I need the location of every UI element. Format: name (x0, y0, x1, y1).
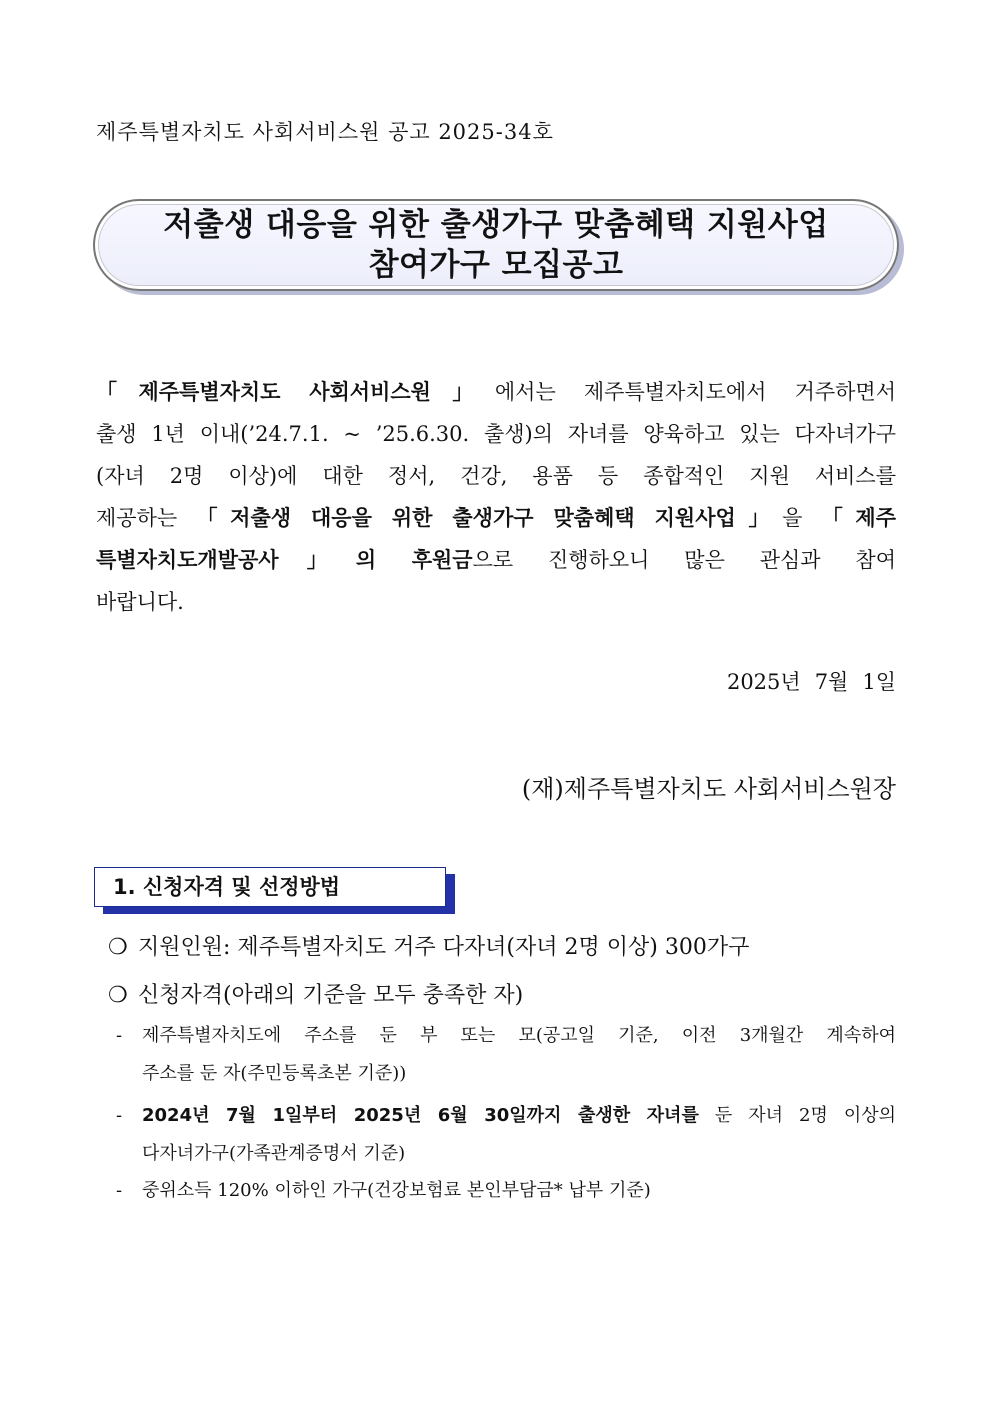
intro-line-4 (96, 497, 896, 539)
date-year: 2025년 (726, 670, 801, 694)
issuing-organization: (재)제주특별자치도 사회서비스원장 (521, 775, 896, 803)
criterion-children-line-2: 다자녀가구(가족관계증명서 기준) (142, 1143, 406, 1164)
intro-line-3: (자녀 2명 이상)에 대한 정서, 건강, 용품 등 종합적인 지원 서비스를 (96, 464, 896, 488)
intro-line-4-text-a: 제공하는 (96, 506, 197, 530)
bullet-eligibility (108, 978, 523, 1009)
document-title-box (93, 199, 899, 291)
intro-line-2: 출생 1년 이내(’24.7.1. ~ ’25.6.30. 출생)의 자녀를 양육하고 있는 다자녀가구 (96, 422, 896, 446)
criterion-children-rest: 둔 자녀 2명 이상의 (698, 1105, 897, 1126)
intro-program-name: 「저출생 대응을 위한 출생가구 맞춤혜택 지원사업」 (196, 506, 783, 530)
intro-line-1-text: 에서는 제주특별자치도에서 거주하면서 (494, 380, 896, 404)
criterion-residence-line-1 (116, 1017, 896, 1055)
criterion-children-bold: 2024년 7월 1일부터 2025년 6월 30일까지 출생한 자녀를 (142, 1105, 699, 1126)
circle-bullet-icon: ❍ (108, 935, 128, 960)
title-line-1: 저출생 대응을 위한 출생가구 맞춤혜택 지원사업 (163, 207, 829, 243)
bullet-support-quota (108, 930, 749, 961)
criterion-children-line-1 (116, 1097, 896, 1135)
circle-bullet-icon: ❍ (108, 983, 128, 1008)
intro-sponsor-name-b: 특별자치도개발공사」의 후원금 (96, 548, 473, 572)
intro-line-5-text: 으로 진행하오니 많은 관심과 참여 (472, 548, 896, 572)
bullet-support-quota-text: 지원인원: 제주특별자치도 거주 다자녀(자녀 2명 이상) 300가구 (138, 935, 750, 960)
criterion-residence (116, 1017, 896, 1093)
intro-paragraph (96, 371, 896, 623)
intro-line-6: 바랍니다. (96, 590, 184, 614)
section-1-heading: 1. 신청자격 및 선정방법 (94, 867, 446, 907)
criterion-residence-text-1: 제주특별자치도에 주소를 둔 부 또는 모(공고일 기준, 이전 3개월간 계속하여 (142, 1025, 896, 1046)
dash-marker: - (116, 1180, 123, 1201)
notice-date (727, 666, 896, 696)
bullet-eligibility-text: 신청자격(아래의 기준을 모두 충족한 자) (138, 983, 524, 1008)
dash-marker: - (116, 1105, 123, 1126)
title-line-2: 참여가구 모집공고 (368, 247, 624, 283)
intro-org-name: 「제주특별자치도 사회서비스원」 (96, 380, 495, 404)
criterion-children (116, 1097, 896, 1173)
date-day: 1일 (862, 670, 896, 694)
intro-line-1 (96, 371, 896, 413)
criterion-residence-line-2: 주소를 둔 자(주민등록초본 기준)) (142, 1063, 407, 1084)
date-month: 7월 (814, 670, 849, 694)
intro-line-5 (96, 539, 896, 581)
criterion-income (116, 1172, 896, 1210)
dash-marker: - (116, 1025, 123, 1046)
intro-line-4-text-b: 을 (782, 506, 822, 530)
notice-number: 제주특별자치도 사회서비스원 공고 2025-34호 (96, 120, 554, 144)
criterion-income-text: 중위소득 120% 이하인 가구(건강보험료 본인부담금* 납부 기준) (142, 1180, 651, 1201)
intro-sponsor-name-a: 「제주 (821, 506, 896, 530)
criterion-income-line (116, 1172, 896, 1210)
